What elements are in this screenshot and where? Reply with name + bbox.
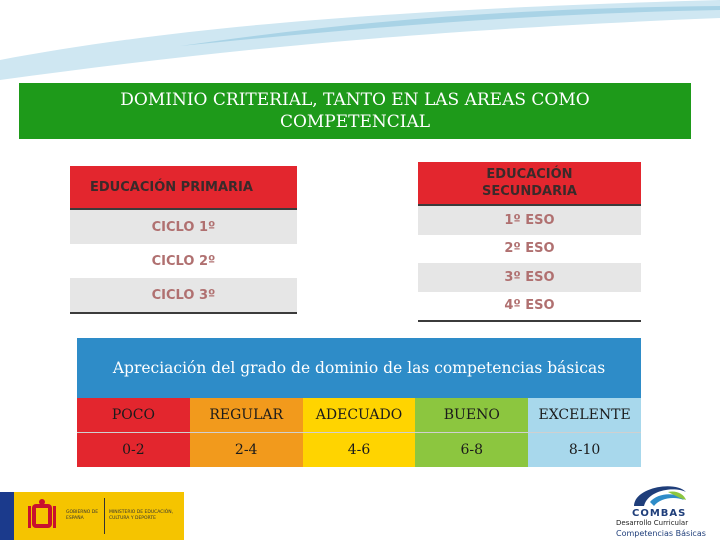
coat-of-arms-icon [22, 496, 62, 536]
scale-range: 2-4 [234, 442, 258, 458]
government-logo [0, 492, 184, 540]
combas-logo [614, 480, 720, 540]
scale-label: ADECUADO [303, 398, 416, 433]
scale-column [303, 398, 416, 467]
scale-label: POCO [77, 398, 190, 433]
secundaria-row: 3º ESO [418, 263, 641, 292]
scale-column [415, 398, 528, 467]
scale-range: 8-10 [568, 442, 601, 458]
banner-title: DOMINIO CRITERIAL, TANTO EN LAS AREAS COMO COMPETENCIAL [120, 90, 590, 132]
scale-grid [77, 398, 641, 467]
secundaria-table [418, 162, 641, 322]
gov-divider [104, 498, 105, 534]
gov-name: GOBIERNO DE ESPAÑA [66, 510, 99, 521]
scale-label: BUENO [415, 398, 528, 433]
primaria-row: CICLO 3º [70, 278, 297, 314]
scale-range: 0-2 [122, 442, 145, 458]
scale-label: REGULAR [190, 398, 303, 433]
scale-range: 4-6 [347, 442, 371, 458]
scale-column [528, 398, 641, 467]
primaria-row: CICLO 1º [70, 210, 297, 244]
ministry-name: MINISTERIO DE EDUCACIÓN, CULTURA Y DEPORTE [109, 510, 174, 521]
scale-title: Apreciación del grado de dominio de las competencias básicas [77, 338, 641, 398]
competency-scale [77, 338, 641, 467]
secundaria-row: 2º ESO [504, 241, 555, 257]
secundaria-header-label: EDUCACIÓN SECUNDARIA [482, 167, 577, 199]
scale-label: EXCELENTE [528, 398, 641, 433]
secundaria-row: 4º ESO [418, 292, 641, 323]
header-swoosh-decoration [0, 0, 720, 80]
combas-swirl-icon [614, 480, 720, 510]
combas-subtitle-2: Competencias Básicas [616, 529, 706, 538]
primaria-table [70, 166, 297, 314]
secundaria-row: 1º ESO [418, 206, 641, 235]
combas-wordmark: COMBAS [632, 508, 687, 519]
scale-range: 6-8 [460, 442, 484, 458]
scale-column [77, 398, 190, 467]
eu-flag-icon [0, 492, 14, 540]
secundaria-header [418, 162, 641, 206]
title-banner [19, 83, 691, 139]
combas-subtitle: Desarrollo Curricular [616, 519, 689, 527]
primaria-row: CICLO 2º [151, 253, 216, 269]
scale-column [190, 398, 303, 467]
primaria-header: EDUCACIÓN PRIMARIA [70, 166, 297, 210]
